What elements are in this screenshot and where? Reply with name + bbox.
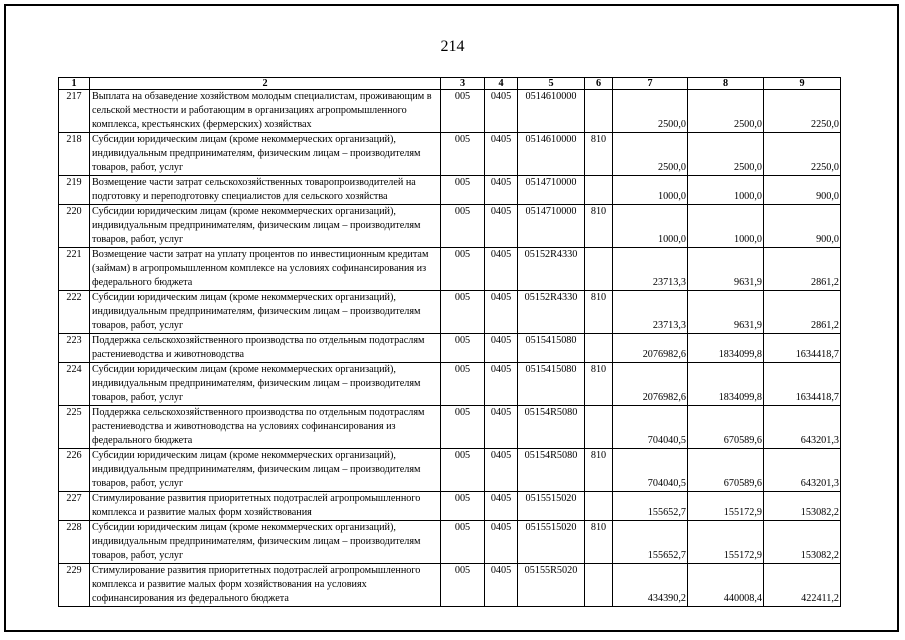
cell-c6 bbox=[585, 492, 613, 521]
cell-c6: 810 bbox=[585, 521, 613, 564]
cell-num: 217 bbox=[59, 90, 90, 133]
cell-c7: 434390,2 bbox=[613, 564, 688, 607]
cell-c6: 810 bbox=[585, 205, 613, 248]
cell-c9: 153082,2 bbox=[764, 521, 841, 564]
cell-c8: 1000,0 bbox=[688, 176, 764, 205]
cell-c6 bbox=[585, 334, 613, 363]
col-header-7: 7 bbox=[613, 78, 688, 90]
cell-c3: 005 bbox=[441, 133, 485, 176]
cell-c8: 670589,6 bbox=[688, 449, 764, 492]
cell-name: Поддержка сельскохозяйственного производства по отдельным подотраслям растениеводства и животноводства на условиях софинансирования из федерального бюджета bbox=[90, 406, 441, 449]
col-header-2: 2 bbox=[90, 78, 441, 90]
cell-c3: 005 bbox=[441, 363, 485, 406]
cell-c7: 2500,0 bbox=[613, 133, 688, 176]
cell-c4: 0405 bbox=[485, 363, 518, 406]
table-row bbox=[59, 449, 841, 492]
cell-c5: 0514610000 bbox=[518, 90, 585, 133]
cell-c3: 005 bbox=[441, 449, 485, 492]
cell-c4: 0405 bbox=[485, 564, 518, 607]
cell-c7: 23713,3 bbox=[613, 248, 688, 291]
cell-c5: 05155R5020 bbox=[518, 564, 585, 607]
cell-c3: 005 bbox=[441, 291, 485, 334]
cell-name: Возмещение части затрат сельскохозяйственных товаропроизводителей на подготовку и переподготовку специалистов для сельского хозяйства bbox=[90, 176, 441, 205]
cell-num: 226 bbox=[59, 449, 90, 492]
col-header-3: 3 bbox=[441, 78, 485, 90]
cell-c8: 2500,0 bbox=[688, 90, 764, 133]
col-header-5: 5 bbox=[518, 78, 585, 90]
cell-name: Субсидии юридическим лицам (кроме некоммерческих организаций), индивидуальным предпринимателям, физическим лицам – производителям товаров, работ, услуг bbox=[90, 291, 441, 334]
table-row bbox=[59, 363, 841, 406]
cell-c4: 0405 bbox=[485, 205, 518, 248]
cell-c5: 0515515020 bbox=[518, 492, 585, 521]
table-row bbox=[59, 521, 841, 564]
cell-num: 224 bbox=[59, 363, 90, 406]
cell-c4: 0405 bbox=[485, 176, 518, 205]
cell-c9: 2861,2 bbox=[764, 248, 841, 291]
cell-c5: 0514710000 bbox=[518, 176, 585, 205]
cell-name: Выплата на обзаведение хозяйством молодым специалистам, проживающим в сельской местности и работающим в организациях агропромышленного комплекса, крестьянских (фермерских) хозяйствах bbox=[90, 90, 441, 133]
cell-c8: 9631,9 bbox=[688, 248, 764, 291]
budget-table bbox=[58, 77, 841, 607]
cell-c8: 1000,0 bbox=[688, 205, 764, 248]
cell-c4: 0405 bbox=[485, 334, 518, 363]
cell-name: Субсидии юридическим лицам (кроме некоммерческих организаций), индивидуальным предпринимателям, физическим лицам – производителям товаров, работ, услуг bbox=[90, 363, 441, 406]
cell-c7: 23713,3 bbox=[613, 291, 688, 334]
table-row bbox=[59, 133, 841, 176]
cell-c5: 0514710000 bbox=[518, 205, 585, 248]
cell-c7: 2076982,6 bbox=[613, 363, 688, 406]
cell-c3: 005 bbox=[441, 564, 485, 607]
table-row bbox=[59, 90, 841, 133]
table-row bbox=[59, 564, 841, 607]
cell-num: 221 bbox=[59, 248, 90, 291]
table-row bbox=[59, 291, 841, 334]
cell-num: 218 bbox=[59, 133, 90, 176]
cell-c8: 1834099,8 bbox=[688, 334, 764, 363]
cell-c9: 2250,0 bbox=[764, 90, 841, 133]
cell-c9: 153082,2 bbox=[764, 492, 841, 521]
cell-num: 228 bbox=[59, 521, 90, 564]
cell-c6: 810 bbox=[585, 449, 613, 492]
cell-c4: 0405 bbox=[485, 521, 518, 564]
table-row bbox=[59, 406, 841, 449]
cell-c9: 900,0 bbox=[764, 176, 841, 205]
cell-c8: 2500,0 bbox=[688, 133, 764, 176]
table-row bbox=[59, 248, 841, 291]
cell-num: 223 bbox=[59, 334, 90, 363]
cell-c8: 155172,9 bbox=[688, 492, 764, 521]
cell-name: Стимулирование развития приоритетных подотраслей агропромышленного комплекса и развитие малых форм хозяйствования на условиях софинансирования из федерального бюджета bbox=[90, 564, 441, 607]
cell-c5: 05154R5080 bbox=[518, 449, 585, 492]
cell-c4: 0405 bbox=[485, 406, 518, 449]
cell-c7: 1000,0 bbox=[613, 205, 688, 248]
cell-c5: 05154R5080 bbox=[518, 406, 585, 449]
cell-num: 219 bbox=[59, 176, 90, 205]
cell-num: 222 bbox=[59, 291, 90, 334]
cell-c5: 05152R4330 bbox=[518, 291, 585, 334]
cell-c8: 155172,9 bbox=[688, 521, 764, 564]
cell-c9: 1634418,7 bbox=[764, 363, 841, 406]
cell-name: Субсидии юридическим лицам (кроме некоммерческих организаций), индивидуальным предпринимателям, физическим лицам – производителям товаров, работ, услуг bbox=[90, 449, 441, 492]
cell-c9: 1634418,7 bbox=[764, 334, 841, 363]
cell-c8: 9631,9 bbox=[688, 291, 764, 334]
cell-c3: 005 bbox=[441, 90, 485, 133]
cell-c7: 704040,5 bbox=[613, 406, 688, 449]
cell-c7: 1000,0 bbox=[613, 176, 688, 205]
cell-name: Поддержка сельскохозяйственного производства по отдельным подотраслям растениеводства и животноводства bbox=[90, 334, 441, 363]
cell-num: 220 bbox=[59, 205, 90, 248]
cell-c5: 0514610000 bbox=[518, 133, 585, 176]
cell-c3: 005 bbox=[441, 492, 485, 521]
cell-c4: 0405 bbox=[485, 90, 518, 133]
cell-name: Субсидии юридическим лицам (кроме некоммерческих организаций), индивидуальным предпринимателям, физическим лицам – производителям товаров, работ, услуг bbox=[90, 205, 441, 248]
cell-c4: 0405 bbox=[485, 291, 518, 334]
table-row bbox=[59, 205, 841, 248]
cell-c8: 1834099,8 bbox=[688, 363, 764, 406]
cell-num: 227 bbox=[59, 492, 90, 521]
cell-c7: 155652,7 bbox=[613, 521, 688, 564]
cell-c5: 0515515020 bbox=[518, 521, 585, 564]
cell-name: Субсидии юридическим лицам (кроме некоммерческих организаций), индивидуальным предпринимателям, физическим лицам – производителям товаров, работ, услуг bbox=[90, 521, 441, 564]
cell-c3: 005 bbox=[441, 205, 485, 248]
cell-c6 bbox=[585, 248, 613, 291]
cell-num: 225 bbox=[59, 406, 90, 449]
cell-c9: 643201,3 bbox=[764, 449, 841, 492]
cell-name: Возмещение части затрат на уплату процентов по инвестиционным кредитам (займам) в агропромышленном комплексе на условиях софинансирования из федерального бюджета bbox=[90, 248, 441, 291]
cell-name: Субсидии юридическим лицам (кроме некоммерческих организаций), индивидуальным предпринимателям, физическим лицам – производителям товаров, работ, услуг bbox=[90, 133, 441, 176]
table-row bbox=[59, 176, 841, 205]
cell-name: Стимулирование развития приоритетных подотраслей агропромышленного комплекса и развитие малых форм хозяйствования bbox=[90, 492, 441, 521]
cell-c7: 2076982,6 bbox=[613, 334, 688, 363]
cell-c7: 704040,5 bbox=[613, 449, 688, 492]
cell-c4: 0405 bbox=[485, 492, 518, 521]
cell-c4: 0405 bbox=[485, 133, 518, 176]
cell-c3: 005 bbox=[441, 248, 485, 291]
cell-c9: 643201,3 bbox=[764, 406, 841, 449]
col-header-8: 8 bbox=[688, 78, 764, 90]
col-header-1: 1 bbox=[59, 78, 90, 90]
col-header-6: 6 bbox=[585, 78, 613, 90]
cell-c3: 005 bbox=[441, 406, 485, 449]
cell-num: 229 bbox=[59, 564, 90, 607]
cell-c6: 810 bbox=[585, 291, 613, 334]
cell-c6 bbox=[585, 406, 613, 449]
cell-c5: 0515415080 bbox=[518, 363, 585, 406]
cell-c3: 005 bbox=[441, 521, 485, 564]
cell-c9: 2861,2 bbox=[764, 291, 841, 334]
table-row bbox=[59, 334, 841, 363]
cell-c5: 0515415080 bbox=[518, 334, 585, 363]
cell-c9: 900,0 bbox=[764, 205, 841, 248]
cell-c5: 05152R4330 bbox=[518, 248, 585, 291]
cell-c7: 2500,0 bbox=[613, 90, 688, 133]
cell-c3: 005 bbox=[441, 334, 485, 363]
page-number: 214 bbox=[440, 38, 465, 55]
cell-c9: 422411,2 bbox=[764, 564, 841, 607]
col-header-9: 9 bbox=[764, 78, 841, 90]
cell-c8: 670589,6 bbox=[688, 406, 764, 449]
cell-c6 bbox=[585, 176, 613, 205]
cell-c9: 2250,0 bbox=[764, 133, 841, 176]
cell-c6 bbox=[585, 564, 613, 607]
cell-c4: 0405 bbox=[485, 449, 518, 492]
cell-c3: 005 bbox=[441, 176, 485, 205]
cell-c6 bbox=[585, 90, 613, 133]
cell-c6: 810 bbox=[585, 133, 613, 176]
cell-c4: 0405 bbox=[485, 248, 518, 291]
cell-c8: 440008,4 bbox=[688, 564, 764, 607]
cell-c7: 155652,7 bbox=[613, 492, 688, 521]
cell-c6: 810 bbox=[585, 363, 613, 406]
col-header-4: 4 bbox=[485, 78, 518, 90]
header-row bbox=[59, 78, 841, 90]
table-row bbox=[59, 492, 841, 521]
